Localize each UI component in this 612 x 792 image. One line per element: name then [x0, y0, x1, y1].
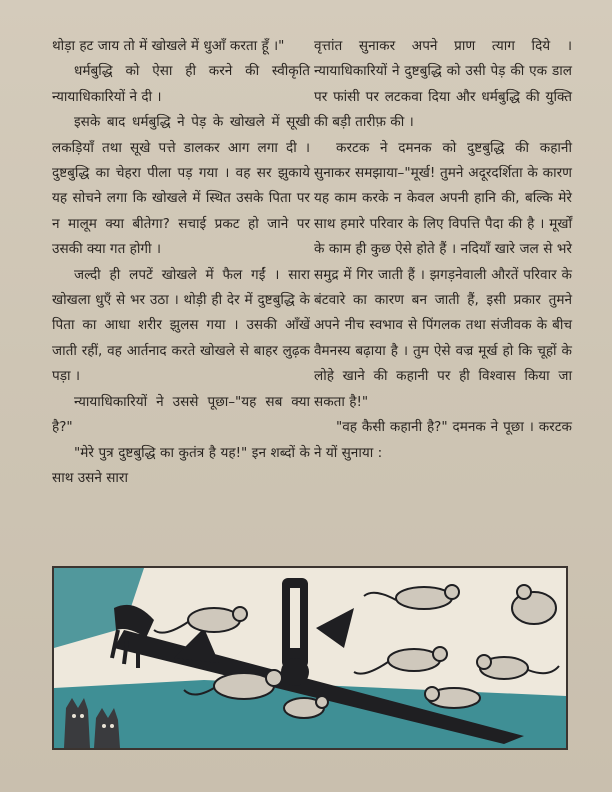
paragraph: "वह कैसी कहानी है?" दमनक ने पूछा । करटक ने यों सुनाया :: [314, 419, 572, 461]
paragraph: न्यायाधिकारियों ने उससे पूछा–"यह सब क्या है?": [52, 393, 310, 436]
paragraph: जल्दी ही लपटें खोखले में फैल गईं । सारा खोखला धुएँ से भर उठा । थोड़ी ही देर में दुष्टबुद्धि के पिता का आधा शरीर झुलस गया । उसकी आँखें जाती रहीं, वह आर्तनाद करते खोखले से बाहर लुढ़क पड़ा ।: [52, 266, 310, 385]
rat-2: [396, 587, 452, 609]
balance-pivot: [281, 658, 309, 686]
paragraph: थोड़ा हट जाय तो में खोखले में धुआँ करता हूँ ।": [52, 38, 285, 54]
left-text-column: [52, 34, 310, 491]
paragraph: "मेरे पुत्र दुष्टबुद्धि का कुतंत्र है यह!" इन शब्दों के साथ उसने सारा: [52, 444, 310, 486]
rats-eating-iron-balance-image: [54, 568, 566, 748]
paragraph: इसके बाद धर्मबुद्धि ने पेड़ के खोखले में सूखी लकड़ियाँ तथा सूखे पत्ते डालकर आग लगा दी । दुष्टबुद्धि का चेहरा पीला पड़ गया । वह सर झुकाये यह सोचने लगा कि खोखले में स्थित उसके पिता पर न मालूम क्या बीतेगा? सचाई प्रकट हो जाने पर उसकी क्या गत होगी ।: [52, 114, 310, 258]
paragraph: वृत्तांत सुनाकर अपने प्राण त्याग दिये । न्यायाधिकारियों ने दुष्टबुद्धि को उसी पेड़ की एक डाल पर फांसी पर लटकवा दिया और धर्मबुद्धि की युक्ति की बड़ी तारीफ़ की ।: [314, 38, 572, 131]
paragraph: धर्मबुद्धि को ऐसा ही करने की स्वीकृति न्यायाधिकारियों ने दी ।: [52, 63, 310, 105]
rat-1: [188, 608, 240, 632]
paragraph: करटक ने दमनक को दुष्टबुद्धि की कहानी सुनाकर समझाया–"मूर्ख! तुमने अदूरदर्शिता के कारण यह काम करके न केवल अपनी हानि की, बल्कि मेरे साथ हमारे परिवार के लिए विपत्ति पैदा की है । मूर्खों के काम ही कुछ ऐसे होते हैं । नदियाँ खारे जल से भरे समुद्र में गिर जाती हैं । झगड़नेवाली औरतें परिवार के बंटवारे का कारण बन जाती हैं, इसी प्रकार तुमने अपने नीच स्वभाव से पिंगलक तथा संजीवक के बीच वैमनस्य बढ़ाया है । तुम ऐसे वज्र मूर्ख हो कि चूहों के लोहे खाने की कहानी पर ही विश्वास किया जा सकता है!": [314, 139, 572, 410]
story-illustration: [52, 566, 568, 750]
rat-6: [214, 673, 274, 699]
right-text-column: [314, 34, 572, 466]
